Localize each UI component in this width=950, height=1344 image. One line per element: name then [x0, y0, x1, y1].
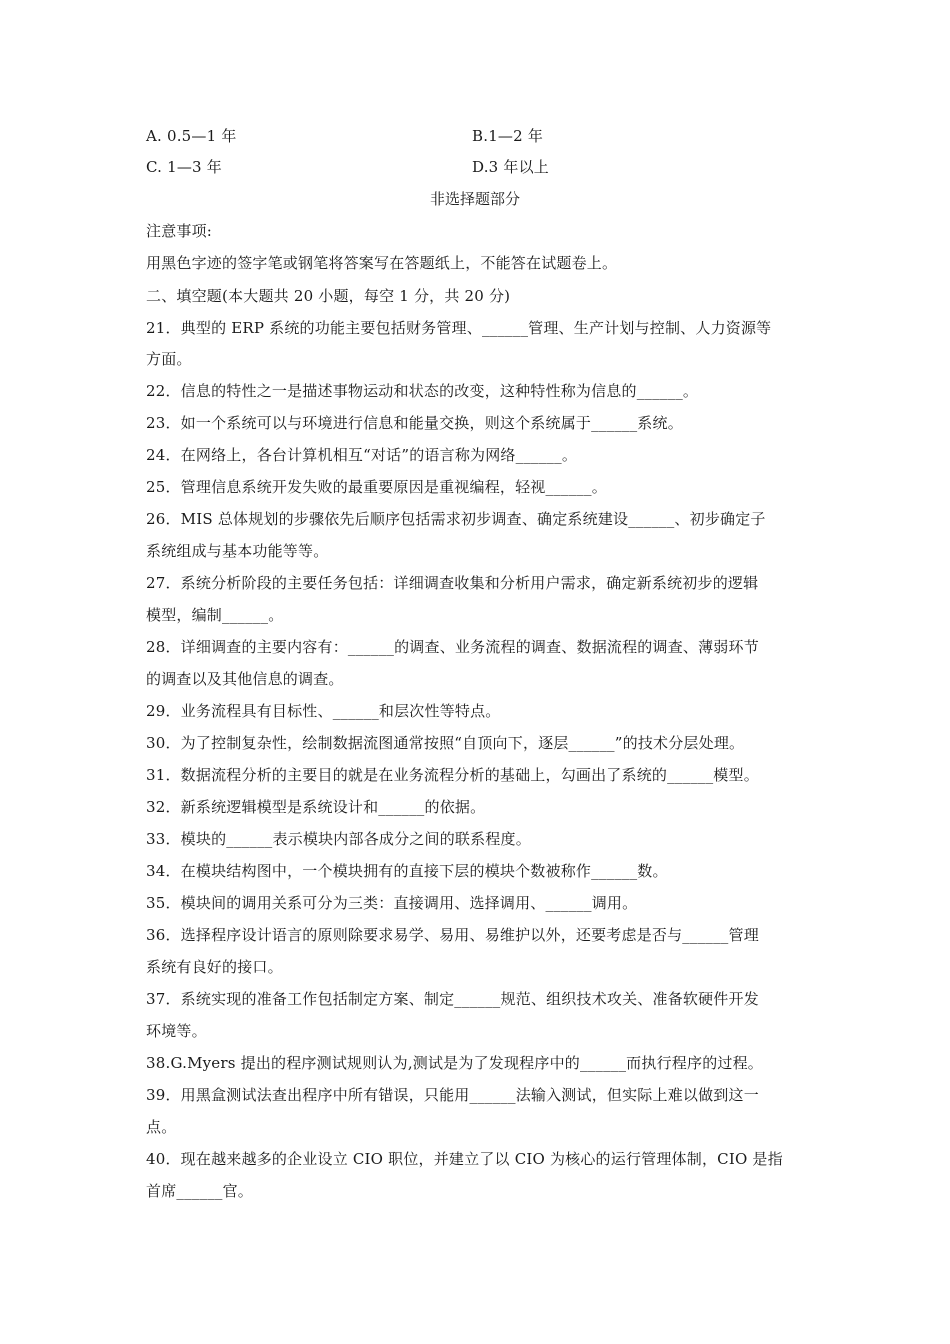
notes-text: 用黑色字迹的签字笔或钢笔将答案写在答题纸上，不能答在试题卷上。 — [146, 254, 618, 272]
question-27-line-1: 27．系统分析阶段的主要任务包括：详细调查收集和分析用户需求，确定新系统初步的逻辑 — [146, 574, 759, 592]
question-22: 22．信息的特性之一是描述事物运动和状态的改变，这种特性称为信息的______。 — [146, 382, 699, 400]
question-25: 25．管理信息系统开发失败的最重要原因是重视编程，轻视______。 — [146, 478, 607, 496]
question-31: 31．数据流程分析的主要目的就是在业务流程分析的基础上，勾画出了系统的______模型。 — [146, 766, 759, 784]
option-c: C. 1—3 年 — [146, 158, 222, 176]
question-39-line-1: 39．用黑盒测试法查出程序中所有错误，只能用______法输入测试，但实际上难以做到这一 — [146, 1086, 759, 1104]
question-36-line-1: 36．选择程序设计语言的原则除要求易学、易用、易维护以外，还要考虑是否与______管理 — [146, 926, 759, 944]
option-a: A. 0.5—1 年 — [146, 127, 237, 145]
question-36-line-2: 系统有良好的接口。 — [146, 958, 283, 976]
part-two-heading: 二、填空题(本大题共 20 小题，每空 1 分，共 20 分) — [146, 287, 511, 305]
question-28-line-1: 28．详细调查的主要内容有：______的调查、业务流程的调查、数据流程的调查、薄弱环节 — [146, 638, 759, 656]
question-29: 29．业务流程具有目标性、______和层次性等特点。 — [146, 702, 501, 720]
question-21-line-1: 21．典型的 ERP 系统的功能主要包括财务管理、______管理、生产计划与控制、人力资源等 — [146, 319, 772, 337]
question-37-line-1: 37．系统实现的准备工作包括制定方案、制定______规范、组织技术攻关、准备软硬件开发 — [146, 990, 759, 1008]
question-26-line-1: 26．MIS 总体规划的步骤依先后顺序包括需求初步调查、确定系统建设______、初步确定子 — [146, 510, 766, 528]
question-37-line-2: 环境等。 — [146, 1022, 207, 1040]
section-title: 非选择题部分 — [429, 190, 520, 208]
question-30: 30．为了控制复杂性，绘制数据流图通常按照“自顶向下，逐层______”的技术分层处理。 — [146, 734, 745, 752]
question-38: 38.G.Myers 提出的程序测试规则认为,测试是为了发现程序中的______而执行程序的过程。 — [146, 1054, 763, 1072]
option-d: D.3 年以上 — [472, 158, 549, 176]
option-b: B.1—2 年 — [472, 127, 544, 145]
notes-heading: 注意事项: — [146, 222, 213, 240]
question-35: 35．模块间的调用关系可分为三类：直接调用、选择调用、______调用。 — [146, 894, 638, 912]
question-21-line-2: 方面。 — [146, 350, 192, 368]
question-32: 32．新系统逻辑模型是系统设计和______的依据。 — [146, 798, 486, 816]
question-39-line-2: 点。 — [146, 1118, 177, 1136]
question-40-line-2: 首席______官。 — [146, 1182, 254, 1200]
question-27-line-2: 模型，编制______。 — [146, 606, 284, 624]
question-40-line-1: 40．现在越来越多的企业设立 CIO 职位，并建立了以 CIO 为核心的运行管理体制，CIO 是指 — [146, 1150, 783, 1168]
question-28-line-2: 的调查以及其他信息的调查。 — [146, 670, 344, 688]
question-26-line-2: 系统组成与基本功能等等。 — [146, 542, 329, 560]
question-33: 33．模块的______表示模块内部各成分之间的联系程度。 — [146, 830, 531, 848]
question-24: 24．在网络上，各台计算机相互“对话”的语言称为网络______。 — [146, 446, 578, 464]
question-23: 23．如一个系统可以与环境进行信息和能量交换，则这个系统属于______系统。 — [146, 414, 683, 432]
question-34: 34．在模块结构图中，一个模块拥有的直接下层的模块个数被称作______数。 — [146, 862, 668, 880]
